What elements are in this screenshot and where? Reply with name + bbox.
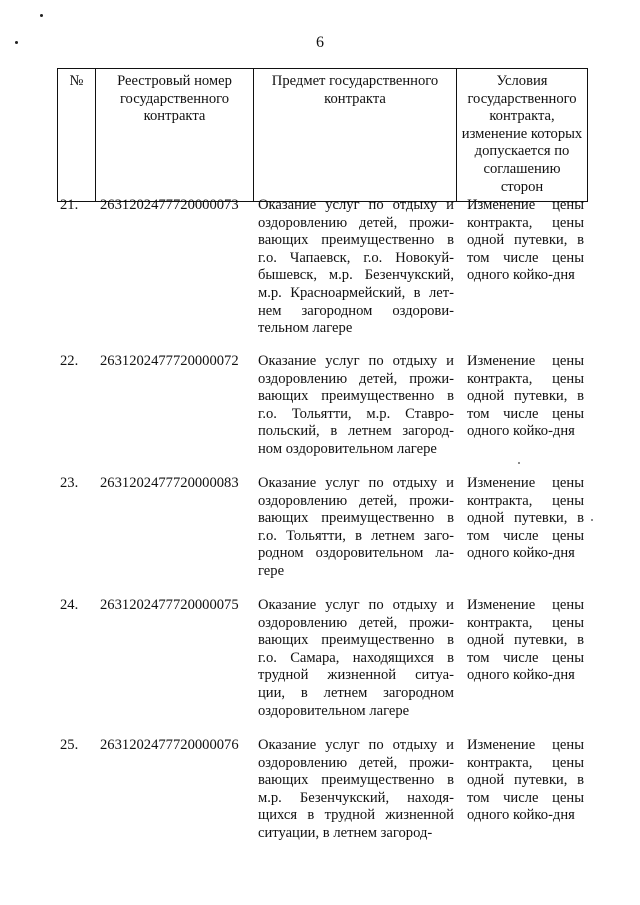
- contract-conditions: [467, 737, 584, 825]
- condition-line: контракта, цены: [467, 492, 584, 509]
- registry-number: 2631202477720000072: [100, 353, 239, 369]
- registry-number: 2631202477720000083: [100, 475, 239, 491]
- scan-speck: [40, 14, 43, 17]
- condition-line: одного койко-дня: [467, 267, 575, 284]
- header-col-conditions: Условия государственного контракта, изменение которых допускается по соглашению сторон: [457, 69, 588, 202]
- scan-speck: [518, 462, 520, 464]
- subject-line: г.о. Самара, находящихся в: [258, 649, 454, 666]
- contract-subject: [258, 197, 454, 338]
- row-number: 25.: [60, 737, 79, 753]
- subject-line: ном оздоровительном лагере: [258, 440, 437, 457]
- condition-line: одной путевки, в: [467, 510, 584, 527]
- subject-line: оздоровлению детей, прожи-: [258, 614, 454, 631]
- contract-subject: [258, 353, 454, 459]
- condition-line: контракта, цены: [467, 614, 584, 631]
- registry-number: 2631202477720000075: [100, 597, 239, 613]
- condition-line: том числе цены: [467, 527, 584, 544]
- condition-line: одной путевки, в: [467, 232, 584, 249]
- subject-line: вающих преимущественно в: [258, 388, 454, 405]
- contract-subject: [258, 475, 454, 581]
- contract-subject: [258, 597, 454, 720]
- subject-line: г.о. Тольятти, м.р. Ставро-: [258, 405, 454, 422]
- condition-line: контракта, цены: [467, 214, 584, 231]
- subject-line: г.о. Чапаевск, г.о. Новокуй-: [258, 249, 454, 266]
- subject-line: оздоровлению детей, прожи-: [258, 370, 454, 387]
- subject-line: вающих преимущественно в: [258, 232, 454, 249]
- condition-line: одной путевки, в: [467, 388, 584, 405]
- condition-line: Изменение цены: [467, 597, 584, 613]
- scan-speck: [591, 519, 593, 521]
- condition-line: том числе цены: [467, 789, 584, 806]
- condition-line: одного койко-дня: [467, 667, 575, 684]
- condition-line: одного койко-дня: [467, 545, 575, 562]
- subject-line: вающих преимущественно в: [258, 510, 454, 527]
- condition-line: контракта, цены: [467, 370, 584, 387]
- subject-line: г.о. Тольятти, в летнем заго-: [258, 527, 454, 544]
- subject-line: Оказание услуг по отдыху и: [258, 197, 454, 213]
- row-number: 21.: [60, 197, 79, 213]
- row-number: 22.: [60, 353, 79, 369]
- contract-conditions: [467, 197, 584, 285]
- subject-line: ции, в летнем загородном: [258, 684, 454, 701]
- subject-line: оздоровительном лагере: [258, 702, 410, 719]
- contract-conditions: [467, 597, 584, 685]
- condition-line: Изменение цены: [467, 353, 584, 369]
- page-number: 6: [316, 34, 324, 51]
- subject-line: тельном лагере: [258, 320, 353, 337]
- subject-line: оздоровлению детей, прожи-: [258, 214, 454, 231]
- header-col-registry: Реестровый номер государственного контракта: [96, 69, 254, 202]
- subject-line: нем загородном оздорови-: [258, 302, 454, 319]
- subject-line: польский, в летнем загород-: [258, 423, 454, 440]
- contract-conditions: [467, 475, 584, 563]
- contract-conditions: [467, 353, 584, 441]
- subject-line: оздоровлению детей, прожи-: [258, 754, 454, 771]
- condition-line: контракта, цены: [467, 754, 584, 771]
- condition-line: Изменение цены: [467, 475, 584, 491]
- subject-line: родном оздоровительном ла-: [258, 545, 454, 562]
- subject-line: ситуации, в летнем загород-: [258, 824, 433, 841]
- subject-line: оздоровлению детей, прожи-: [258, 492, 454, 509]
- condition-line: Изменение цены: [467, 737, 584, 753]
- header-col-number: №: [58, 69, 96, 202]
- subject-line: бышевск, м.р. Безенчукский,: [258, 267, 454, 284]
- subject-line: Оказание услуг по отдыху и: [258, 353, 454, 369]
- subject-line: трудной жизненной ситуа-: [258, 667, 454, 684]
- registry-number: 2631202477720000076: [100, 737, 239, 753]
- condition-line: одной путевки, в: [467, 632, 584, 649]
- subject-line: м.р. Красноармейский, в лет-: [258, 284, 454, 301]
- subject-line: м.р. Безенчукский, находя-: [258, 789, 454, 806]
- condition-line: том числе цены: [467, 405, 584, 422]
- condition-line: одного койко-дня: [467, 807, 575, 824]
- condition-line: одной путевки, в: [467, 772, 584, 789]
- subject-line: вающих преимущественно в: [258, 772, 454, 789]
- row-number: 24.: [60, 597, 79, 613]
- table-header: [57, 68, 588, 202]
- subject-line: Оказание услуг по отдыху и: [258, 597, 454, 613]
- condition-line: одного койко-дня: [467, 423, 575, 440]
- condition-line: том числе цены: [467, 649, 584, 666]
- subject-line: Оказание услуг по отдыху и: [258, 737, 454, 753]
- header-row: [58, 69, 588, 202]
- condition-line: Изменение цены: [467, 197, 584, 213]
- header-col-subject: Предмет государственного контракта: [254, 69, 457, 202]
- subject-line: Оказание услуг по отдыху и: [258, 475, 454, 491]
- registry-number: 2631202477720000073: [100, 197, 239, 213]
- subject-line: щихся в трудной жизненной: [258, 807, 454, 824]
- subject-line: вающих преимущественно в: [258, 632, 454, 649]
- row-number: 23.: [60, 475, 79, 491]
- contract-subject: [258, 737, 454, 843]
- condition-line: том числе цены: [467, 249, 584, 266]
- subject-line: гере: [258, 562, 285, 579]
